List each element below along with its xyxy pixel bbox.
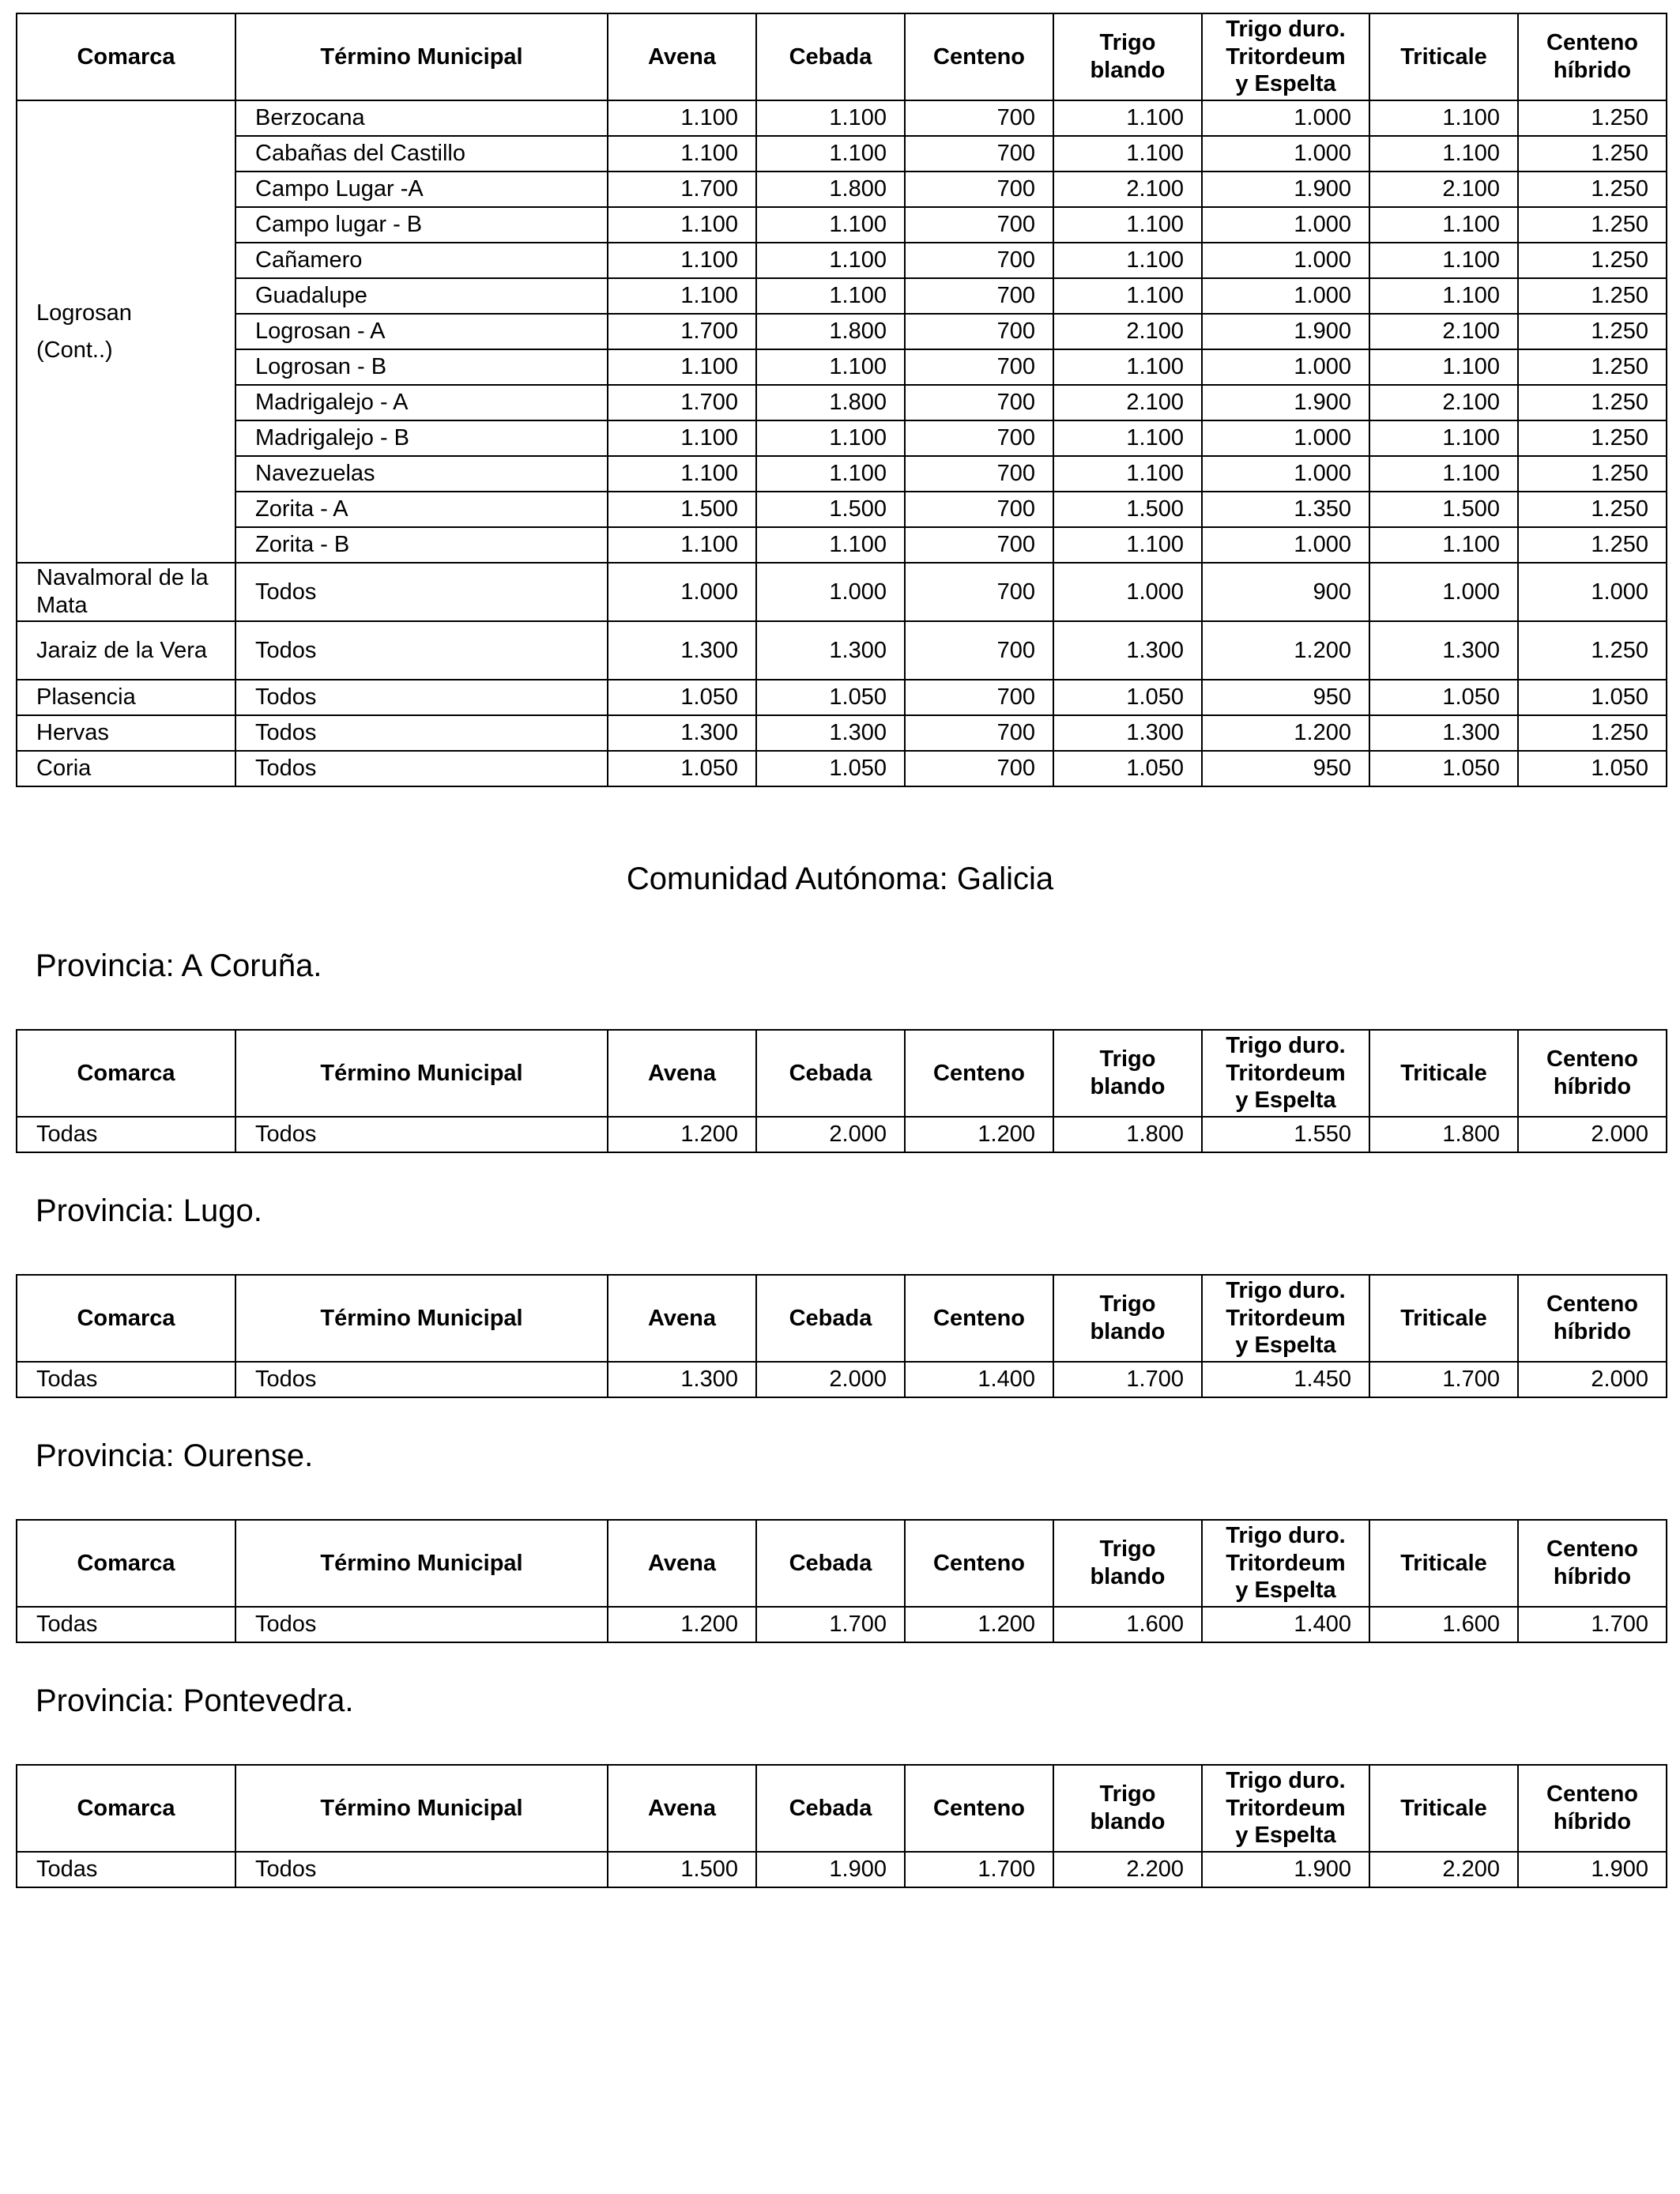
col-header-cebada: Cebada	[756, 1520, 905, 1607]
value-cell-trigo-blando: 1.300	[1053, 715, 1202, 751]
value-cell-triticale: 2.100	[1369, 172, 1518, 207]
header-row	[17, 1275, 1667, 1362]
value-cell-trigo-blando: 1.100	[1053, 420, 1202, 456]
termino-cell: Todos	[235, 715, 608, 751]
value-cell-trigo-duro: 1.900	[1202, 172, 1369, 207]
value-cell-avena: 1.100	[608, 100, 756, 136]
col-header-centeno-hibrido: Centeno híbrido	[1518, 1275, 1667, 1362]
value-cell-trigo-blando: 1.700	[1053, 1362, 1202, 1397]
col-header-termino: Término Municipal	[235, 1275, 608, 1362]
value-cell-avena: 1.200	[608, 1117, 756, 1152]
province-table	[16, 1519, 1667, 1643]
extremadura-logrosan-table	[16, 13, 1667, 787]
header-row	[17, 1520, 1667, 1607]
value-cell-trigo-duro: 1.450	[1202, 1362, 1369, 1397]
value-cell-centeno-hibrido: 1.250	[1518, 492, 1667, 527]
value-cell-avena: 1.050	[608, 680, 756, 715]
value-cell-avena: 1.100	[608, 207, 756, 243]
value-cell-triticale: 1.050	[1369, 751, 1518, 786]
value-cell-triticale: 1.500	[1369, 492, 1518, 527]
value-cell-trigo-blando: 1.300	[1053, 621, 1202, 680]
value-cell-trigo-duro: 1.000	[1202, 100, 1369, 136]
value-cell-avena: 1.500	[608, 492, 756, 527]
value-cell-triticale: 1.100	[1369, 456, 1518, 492]
header-row	[17, 1765, 1667, 1852]
value-cell-triticale: 2.200	[1369, 1852, 1518, 1887]
table-row	[17, 243, 1667, 278]
value-cell-trigo-blando: 2.100	[1053, 385, 1202, 420]
value-cell-centeno: 700	[905, 420, 1053, 456]
value-cell-avena: 1.700	[608, 314, 756, 349]
col-header-centeno: Centeno	[905, 1765, 1053, 1852]
termino-cell: Todos	[235, 621, 608, 680]
header-row	[17, 1030, 1667, 1117]
value-cell-centeno-hibrido: 1.050	[1518, 680, 1667, 715]
table-row	[17, 1362, 1667, 1397]
value-cell-trigo-duro: 1.000	[1202, 136, 1369, 172]
col-header-trigo-duro: Trigo duro. Tritordeum y Espelta	[1202, 13, 1369, 100]
value-cell-centeno-hibrido: 1.050	[1518, 751, 1667, 786]
table-row	[17, 1117, 1667, 1152]
col-header-centeno-hibrido: Centeno híbrido	[1518, 1765, 1667, 1852]
value-cell-cebada: 1.100	[756, 100, 905, 136]
col-header-trigo-blando: Trigo blando	[1053, 13, 1202, 100]
termino-cell: Navezuelas	[235, 456, 608, 492]
termino-cell: Todos	[235, 1117, 608, 1152]
value-cell-cebada: 1.100	[756, 136, 905, 172]
value-cell-trigo-blando: 1.100	[1053, 100, 1202, 136]
col-header-termino: Término Municipal	[235, 13, 608, 100]
termino-cell: Guadalupe	[235, 278, 608, 314]
value-cell-triticale: 1.300	[1369, 621, 1518, 680]
value-cell-cebada: 1.100	[756, 420, 905, 456]
comarca-cell: Jaraiz de la Vera	[17, 621, 235, 680]
table-row	[17, 314, 1667, 349]
col-header-trigo-duro: Trigo duro. Tritordeum y Espelta	[1202, 1520, 1369, 1607]
table-row	[17, 385, 1667, 420]
value-cell-trigo-duro: 1.000	[1202, 527, 1369, 563]
value-cell-centeno: 700	[905, 207, 1053, 243]
value-cell-triticale: 1.050	[1369, 680, 1518, 715]
province-title: Provincia: Lugo.	[36, 1193, 262, 1228]
value-cell-triticale: 2.100	[1369, 314, 1518, 349]
value-cell-trigo-duro: 1.900	[1202, 385, 1369, 420]
value-cell-triticale: 1.100	[1369, 100, 1518, 136]
termino-cell: Berzocana	[235, 100, 608, 136]
value-cell-centeno: 700	[905, 563, 1053, 621]
value-cell-centeno: 1.400	[905, 1362, 1053, 1397]
value-cell-centeno-hibrido: 2.000	[1518, 1117, 1667, 1152]
comarca-cell: Todas	[17, 1607, 235, 1642]
table-row	[17, 492, 1667, 527]
province-title: Provincia: Pontevedra.	[36, 1683, 354, 1718]
value-cell-triticale: 1.600	[1369, 1607, 1518, 1642]
col-header-cebada: Cebada	[756, 13, 905, 100]
col-header-cebada: Cebada	[756, 1275, 905, 1362]
province-title: Provincia: A Coruña.	[36, 948, 322, 983]
value-cell-avena: 1.100	[608, 278, 756, 314]
province-table	[16, 1764, 1667, 1888]
value-cell-triticale: 1.300	[1369, 715, 1518, 751]
table-row	[17, 563, 1667, 621]
value-cell-centeno-hibrido: 1.250	[1518, 172, 1667, 207]
col-header-comarca: Comarca	[17, 1275, 235, 1362]
table-row	[17, 680, 1667, 715]
value-cell-centeno: 1.200	[905, 1607, 1053, 1642]
value-cell-trigo-blando: 2.100	[1053, 172, 1202, 207]
value-cell-triticale: 1.800	[1369, 1117, 1518, 1152]
value-cell-trigo-blando: 1.800	[1053, 1117, 1202, 1152]
value-cell-avena: 1.100	[608, 420, 756, 456]
value-cell-triticale: 1.700	[1369, 1362, 1518, 1397]
table-row	[17, 1607, 1667, 1642]
value-cell-avena: 1.050	[608, 751, 756, 786]
value-cell-centeno-hibrido: 1.250	[1518, 314, 1667, 349]
col-header-avena: Avena	[608, 13, 756, 100]
value-cell-cebada: 1.800	[756, 385, 905, 420]
value-cell-triticale: 1.100	[1369, 527, 1518, 563]
value-cell-cebada: 1.000	[756, 563, 905, 621]
termino-cell: Todos	[235, 563, 608, 621]
value-cell-centeno: 1.700	[905, 1852, 1053, 1887]
comarca-name: Logrosan	[36, 300, 132, 326]
col-header-centeno-hibrido: Centeno híbrido	[1518, 1520, 1667, 1607]
value-cell-cebada: 1.800	[756, 314, 905, 349]
termino-cell: Todos	[235, 751, 608, 786]
value-cell-trigo-blando: 1.500	[1053, 492, 1202, 527]
value-cell-cebada: 1.900	[756, 1852, 905, 1887]
col-header-centeno-hibrido: Centeno híbrido	[1518, 13, 1667, 100]
value-cell-cebada: 1.500	[756, 492, 905, 527]
value-cell-triticale: 1.100	[1369, 278, 1518, 314]
province-table	[16, 1274, 1667, 1398]
value-cell-avena: 1.700	[608, 385, 756, 420]
col-header-termino: Término Municipal	[235, 1765, 608, 1852]
value-cell-cebada: 1.300	[756, 715, 905, 751]
col-header-avena: Avena	[608, 1275, 756, 1362]
col-header-trigo-blando: Trigo blando	[1053, 1030, 1202, 1117]
termino-cell: Madrigalejo - A	[235, 385, 608, 420]
value-cell-trigo-blando: 1.100	[1053, 278, 1202, 314]
table-row	[17, 751, 1667, 786]
value-cell-centeno-hibrido: 1.250	[1518, 349, 1667, 385]
value-cell-triticale: 2.100	[1369, 385, 1518, 420]
value-cell-trigo-blando: 1.100	[1053, 136, 1202, 172]
col-header-avena: Avena	[608, 1030, 756, 1117]
termino-cell: Campo Lugar -A	[235, 172, 608, 207]
col-header-trigo-blando: Trigo blando	[1053, 1275, 1202, 1362]
comarca-cell: Todas	[17, 1117, 235, 1152]
col-header-comarca: Comarca	[17, 1030, 235, 1117]
value-cell-trigo-blando: 2.100	[1053, 314, 1202, 349]
value-cell-cebada: 1.100	[756, 243, 905, 278]
table-row	[17, 715, 1667, 751]
termino-cell: Logrosan - A	[235, 314, 608, 349]
value-cell-centeno-hibrido: 1.700	[1518, 1607, 1667, 1642]
value-cell-triticale: 1.100	[1369, 136, 1518, 172]
table-row	[17, 456, 1667, 492]
value-cell-centeno: 700	[905, 621, 1053, 680]
col-header-triticale: Triticale	[1369, 1520, 1518, 1607]
value-cell-centeno-hibrido: 1.250	[1518, 420, 1667, 456]
value-cell-centeno: 700	[905, 385, 1053, 420]
value-cell-trigo-blando: 1.100	[1053, 349, 1202, 385]
table-row	[17, 349, 1667, 385]
termino-cell: Todos	[235, 1362, 608, 1397]
value-cell-trigo-blando: 1.050	[1053, 751, 1202, 786]
value-cell-avena: 1.100	[608, 349, 756, 385]
value-cell-trigo-duro: 1.000	[1202, 420, 1369, 456]
value-cell-cebada: 1.100	[756, 207, 905, 243]
value-cell-avena: 1.300	[608, 715, 756, 751]
value-cell-cebada: 1.100	[756, 278, 905, 314]
value-cell-centeno-hibrido: 1.250	[1518, 278, 1667, 314]
comarca-continuation: (Cont..)	[36, 337, 113, 363]
value-cell-trigo-blando: 1.100	[1053, 207, 1202, 243]
value-cell-avena: 1.200	[608, 1607, 756, 1642]
col-header-cebada: Cebada	[756, 1765, 905, 1852]
col-header-trigo-blando: Trigo blando	[1053, 1520, 1202, 1607]
value-cell-trigo-duro: 950	[1202, 680, 1369, 715]
termino-cell: Cabañas del Castillo	[235, 136, 608, 172]
value-cell-centeno: 700	[905, 278, 1053, 314]
value-cell-centeno: 700	[905, 349, 1053, 385]
value-cell-trigo-duro: 1.000	[1202, 456, 1369, 492]
comarca-cell: Todas	[17, 1362, 235, 1397]
value-cell-triticale: 1.100	[1369, 349, 1518, 385]
value-cell-cebada: 1.050	[756, 751, 905, 786]
value-cell-avena: 1.300	[608, 621, 756, 680]
col-header-avena: Avena	[608, 1765, 756, 1852]
value-cell-trigo-blando: 2.200	[1053, 1852, 1202, 1887]
value-cell-trigo-duro: 1.400	[1202, 1607, 1369, 1642]
value-cell-trigo-duro: 1.200	[1202, 715, 1369, 751]
col-header-centeno: Centeno	[905, 1030, 1053, 1117]
comarca-cell: Todas	[17, 1852, 235, 1887]
value-cell-centeno: 700	[905, 314, 1053, 349]
value-cell-triticale: 1.100	[1369, 420, 1518, 456]
value-cell-centeno-hibrido: 1.250	[1518, 243, 1667, 278]
value-cell-avena: 1.000	[608, 563, 756, 621]
value-cell-centeno: 700	[905, 751, 1053, 786]
value-cell-cebada: 1.800	[756, 172, 905, 207]
value-cell-trigo-blando: 1.100	[1053, 456, 1202, 492]
value-cell-centeno-hibrido: 1.900	[1518, 1852, 1667, 1887]
termino-cell: Madrigalejo - B	[235, 420, 608, 456]
value-cell-trigo-duro: 950	[1202, 751, 1369, 786]
value-cell-avena: 1.300	[608, 1362, 756, 1397]
table-row	[17, 420, 1667, 456]
col-header-cebada: Cebada	[756, 1030, 905, 1117]
col-header-trigo-duro: Trigo duro. Tritordeum y Espelta	[1202, 1765, 1369, 1852]
value-cell-centeno-hibrido: 1.000	[1518, 563, 1667, 621]
termino-cell: Todos	[235, 1852, 608, 1887]
value-cell-triticale: 1.000	[1369, 563, 1518, 621]
col-header-triticale: Triticale	[1369, 1765, 1518, 1852]
value-cell-trigo-blando: 1.050	[1053, 680, 1202, 715]
header-row	[17, 13, 1667, 100]
value-cell-trigo-blando: 1.000	[1053, 563, 1202, 621]
table-row	[17, 207, 1667, 243]
col-header-triticale: Triticale	[1369, 1275, 1518, 1362]
province-table	[16, 1029, 1667, 1153]
value-cell-centeno-hibrido: 1.250	[1518, 207, 1667, 243]
value-cell-centeno-hibrido: 1.250	[1518, 715, 1667, 751]
value-cell-cebada: 1.100	[756, 456, 905, 492]
value-cell-avena: 1.100	[608, 527, 756, 563]
value-cell-centeno: 700	[905, 100, 1053, 136]
value-cell-cebada: 1.700	[756, 1607, 905, 1642]
col-header-trigo-duro: Trigo duro. Tritordeum y Espelta	[1202, 1275, 1369, 1362]
value-cell-trigo-duro: 1.000	[1202, 243, 1369, 278]
value-cell-trigo-duro: 1.900	[1202, 1852, 1369, 1887]
termino-cell: Cañamero	[235, 243, 608, 278]
comarca-cell: Navalmoral de la Mata	[17, 563, 235, 621]
value-cell-centeno-hibrido: 2.000	[1518, 1362, 1667, 1397]
value-cell-triticale: 1.100	[1369, 243, 1518, 278]
value-cell-centeno: 700	[905, 243, 1053, 278]
value-cell-avena: 1.100	[608, 456, 756, 492]
value-cell-centeno-hibrido: 1.250	[1518, 621, 1667, 680]
col-header-centeno-hibrido: Centeno híbrido	[1518, 1030, 1667, 1117]
value-cell-avena: 1.700	[608, 172, 756, 207]
col-header-triticale: Triticale	[1369, 13, 1518, 100]
value-cell-centeno-hibrido: 1.250	[1518, 527, 1667, 563]
value-cell-avena: 1.500	[608, 1852, 756, 1887]
value-cell-trigo-duro: 1.900	[1202, 314, 1369, 349]
value-cell-trigo-duro: 1.000	[1202, 207, 1369, 243]
col-header-termino: Término Municipal	[235, 1520, 608, 1607]
table-row	[17, 621, 1667, 680]
value-cell-cebada: 2.000	[756, 1117, 905, 1152]
table-body	[17, 100, 1667, 786]
table-row	[17, 1852, 1667, 1887]
comarca-cell: Plasencia	[17, 680, 235, 715]
value-cell-trigo-duro: 1.550	[1202, 1117, 1369, 1152]
termino-cell: Todos	[235, 680, 608, 715]
comarca-cell: Coria	[17, 751, 235, 786]
value-cell-triticale: 1.100	[1369, 207, 1518, 243]
col-header-trigo-duro: Trigo duro. Tritordeum y Espelta	[1202, 1030, 1369, 1117]
col-header-comarca: Comarca	[17, 1520, 235, 1607]
value-cell-centeno: 700	[905, 136, 1053, 172]
value-cell-centeno-hibrido: 1.250	[1518, 385, 1667, 420]
col-header-termino: Término Municipal	[235, 1030, 608, 1117]
value-cell-avena: 1.100	[608, 243, 756, 278]
table-row	[17, 136, 1667, 172]
comarca-cell-logrosan	[17, 100, 235, 563]
value-cell-trigo-duro: 1.000	[1202, 349, 1369, 385]
table-row	[17, 100, 1667, 136]
value-cell-centeno: 700	[905, 456, 1053, 492]
col-header-centeno: Centeno	[905, 13, 1053, 100]
value-cell-trigo-duro: 1.200	[1202, 621, 1369, 680]
value-cell-trigo-blando: 1.100	[1053, 243, 1202, 278]
comarca-cell: Hervas	[17, 715, 235, 751]
value-cell-cebada: 1.300	[756, 621, 905, 680]
termino-cell: Zorita - B	[235, 527, 608, 563]
value-cell-centeno: 700	[905, 527, 1053, 563]
value-cell-centeno: 700	[905, 680, 1053, 715]
value-cell-centeno-hibrido: 1.250	[1518, 100, 1667, 136]
col-header-trigo-blando: Trigo blando	[1053, 1765, 1202, 1852]
table-row	[17, 278, 1667, 314]
col-header-centeno: Centeno	[905, 1275, 1053, 1362]
termino-cell: Todos	[235, 1607, 608, 1642]
value-cell-centeno: 700	[905, 172, 1053, 207]
col-header-comarca: Comarca	[17, 13, 235, 100]
value-cell-trigo-duro: 1.350	[1202, 492, 1369, 527]
value-cell-cebada: 1.100	[756, 349, 905, 385]
value-cell-avena: 1.100	[608, 136, 756, 172]
value-cell-trigo-blando: 1.100	[1053, 527, 1202, 563]
value-cell-centeno-hibrido: 1.250	[1518, 456, 1667, 492]
value-cell-centeno-hibrido: 1.250	[1518, 136, 1667, 172]
community-title: Comunidad Autónoma: Galicia	[626, 861, 1054, 896]
termino-cell: Campo lugar - B	[235, 207, 608, 243]
value-cell-trigo-blando: 1.600	[1053, 1607, 1202, 1642]
termino-cell: Logrosan - B	[235, 349, 608, 385]
termino-cell: Zorita - A	[235, 492, 608, 527]
col-header-triticale: Triticale	[1369, 1030, 1518, 1117]
table-row	[17, 527, 1667, 563]
value-cell-centeno: 700	[905, 715, 1053, 751]
table-row	[17, 172, 1667, 207]
value-cell-cebada: 2.000	[756, 1362, 905, 1397]
col-header-centeno: Centeno	[905, 1520, 1053, 1607]
value-cell-trigo-duro: 1.000	[1202, 278, 1369, 314]
col-header-comarca: Comarca	[17, 1765, 235, 1852]
value-cell-cebada: 1.050	[756, 680, 905, 715]
col-header-avena: Avena	[608, 1520, 756, 1607]
value-cell-cebada: 1.100	[756, 527, 905, 563]
value-cell-trigo-duro: 900	[1202, 563, 1369, 621]
province-title: Provincia: Ourense.	[36, 1438, 314, 1473]
value-cell-centeno: 700	[905, 492, 1053, 527]
value-cell-centeno: 1.200	[905, 1117, 1053, 1152]
